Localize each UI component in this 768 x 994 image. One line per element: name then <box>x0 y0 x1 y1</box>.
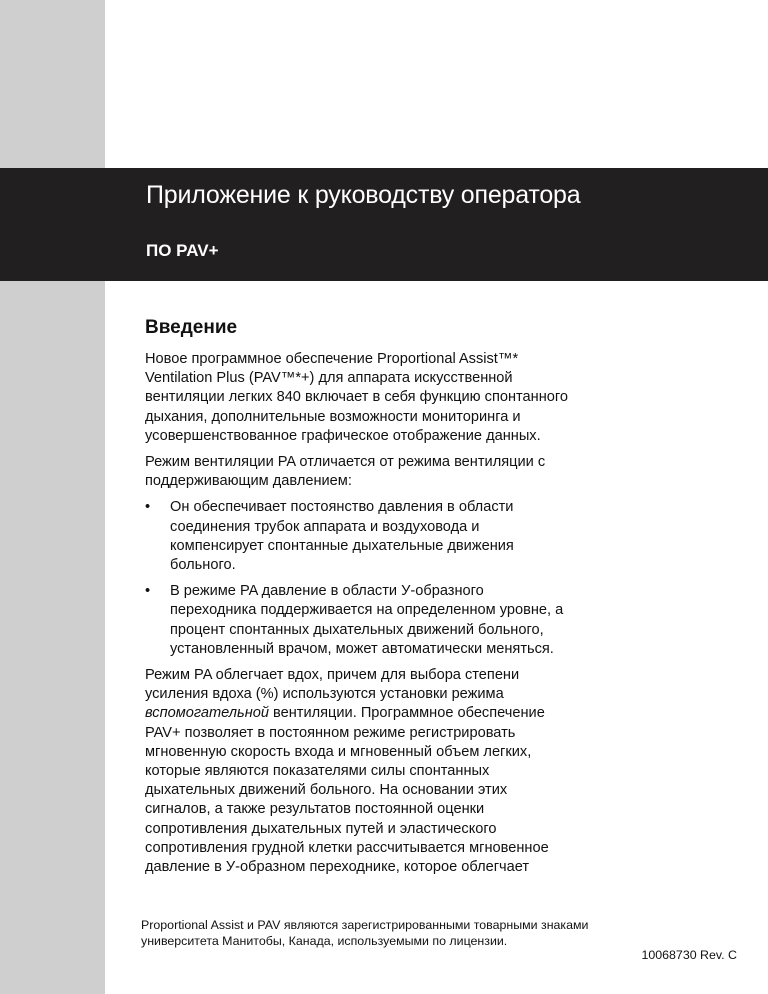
text-line <box>145 704 625 723</box>
text-line: Proportional Assist и PAV являются зарегистрированными товарными знаками <box>141 918 589 932</box>
text-line: установленный врачом, может автоматически меняться. <box>170 640 554 657</box>
text-line: поддерживающим давлением: <box>145 473 352 490</box>
text-line: PAV+ позволяет в постоянном режиме регистрировать <box>145 724 516 741</box>
page-title: Приложение к руководству оператора <box>146 181 581 209</box>
text-line: переходника поддерживается на определенном уровне, а <box>170 602 564 619</box>
text-line: усиления вдоха (%) используются установки режима <box>145 686 504 703</box>
mechanism-paragraph <box>145 666 625 877</box>
list-item <box>145 582 625 659</box>
text-line: университета Манитобы, Канада, используемыми по лицензии. <box>141 933 508 948</box>
list-item <box>145 498 625 575</box>
text-fragment: вентиляции. Программное обеспечение <box>268 705 545 722</box>
side-bar <box>0 0 105 994</box>
text-line: Режим вентиляции PA отличается от режима вентиляции с <box>145 454 546 471</box>
text-line: сопротивления дыхательных путей и эластического <box>145 820 497 837</box>
text-line: больного. <box>170 557 236 574</box>
text-line: дыхательных движений больного. На основании этих <box>145 782 508 799</box>
trademark-footnote <box>141 918 588 949</box>
text-line: усовершенствованное графическое отображение данных. <box>145 427 541 444</box>
intro-paragraph <box>145 350 625 446</box>
text-line: Режим PA облегчает вдох, причем для выбора степени <box>145 667 520 684</box>
bullet-icon: • <box>145 499 151 516</box>
document-number: 10068730 Rev. C <box>641 948 737 962</box>
text-line: мгновенную скорость входа и мгновенный объем легких, <box>145 743 532 760</box>
text-line: Ventilation Plus (PAV™*+) для аппарата искусственной <box>145 370 513 387</box>
text-line: сигналов, а также результатов постоянной оценки <box>145 801 485 818</box>
italic-term: вспомогательной <box>145 705 269 722</box>
text-line: которые являются показателями силы спонтанных <box>145 763 490 780</box>
text-line: давление в У-образном переходнике, которое облегчает <box>145 859 530 876</box>
text-line: соединения трубок аппарата и воздуховода и <box>170 518 480 535</box>
bullet-icon: • <box>145 583 151 600</box>
text-line: Он обеспечивает постоянство давления в области <box>170 499 514 516</box>
text-line: сопротивления грудной клетки рассчитывается мгновенное <box>145 839 549 856</box>
text-line: вентиляции легких 840 включает в себя функцию спонтанного <box>145 389 569 406</box>
text-line: дыхания, дополнительные возможности мониторинга и <box>145 408 521 425</box>
section-heading: Введение <box>145 317 238 338</box>
text-line: Новое программное обеспечение Proportional Assist™* <box>145 351 519 367</box>
text-line: процент спонтанных дыхательных движений больного, <box>170 621 544 638</box>
bullet-list <box>145 498 625 659</box>
main-content <box>145 316 625 884</box>
page-subtitle: ПО PAV+ <box>146 241 219 260</box>
comparison-paragraph <box>145 453 625 491</box>
text-line: В режиме PA давление в области У-образного <box>170 583 484 600</box>
text-line: компенсирует спонтанные дыхательные движения <box>170 537 514 554</box>
